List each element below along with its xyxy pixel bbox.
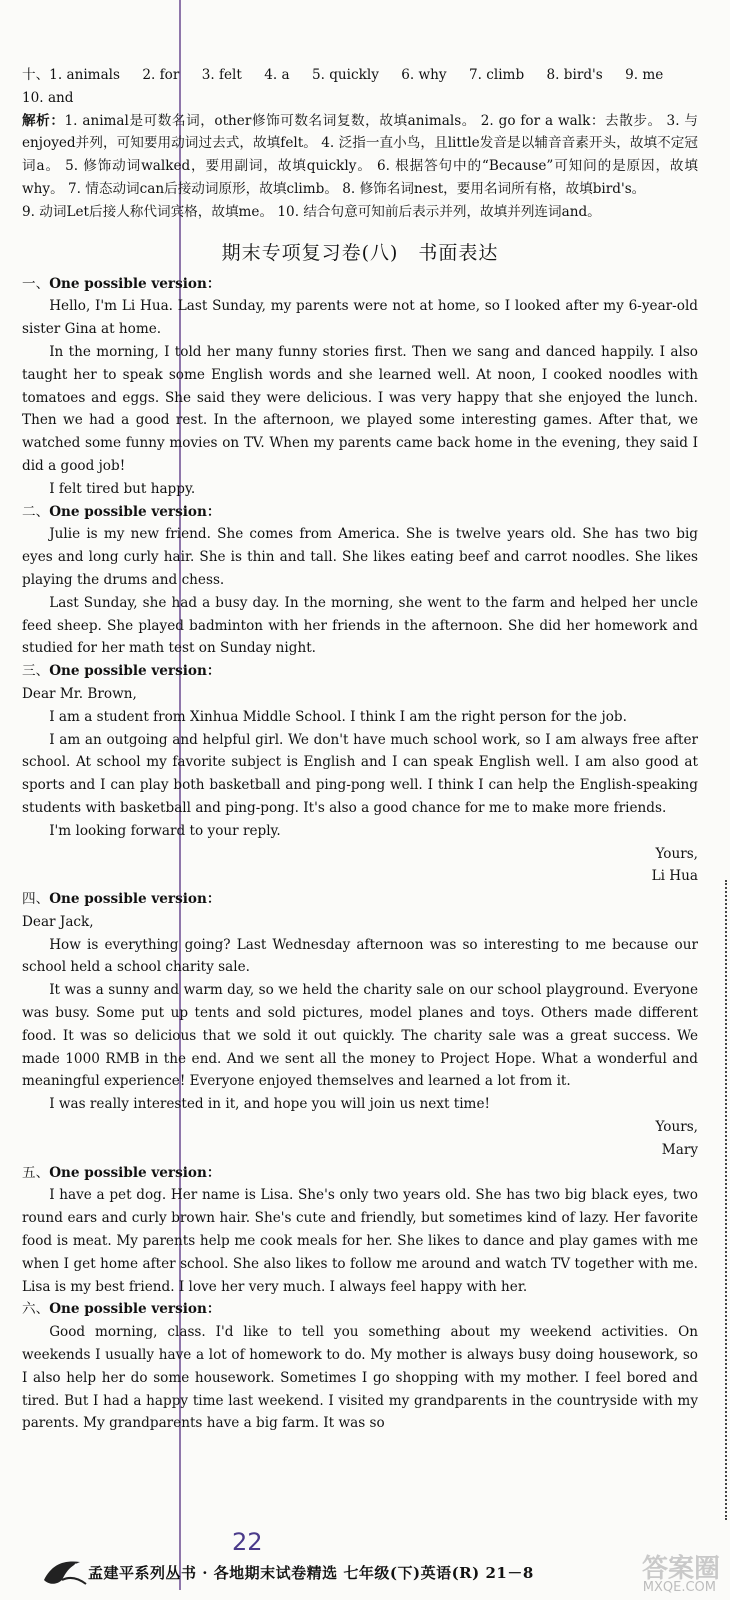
section-5-para: I have a pet dog. Her name is Lisa. She's only two years old. She has two big black eyes, two round ears and curly brown hair. She's cute and friendly, but sometimes kind of lazy. Her favorite food is meat. My parents help me cook meals for her. She likes to dance and play games with me when I get home after school. She also likes to follow me around and watch TV together with me. Lisa is my best friend. I love her very much. I always feel happy with her. — [22, 1187, 698, 1295]
analysis-text: 1. animal是可数名词，other修饰可数名词复数，故填animals。 2. go for a walk：去散步。 3. 与enjoyed并列，可知要用动词过去式，故填felt。 4. 泛指一直小鸟，且little发音是以辅音音素开头，故填不定冠词a。 5. 修饰动词walked，要用副词，故填quickly。 6. 根据答句中的“Because”可知问的是原因，故填why。 7. 情态动词can后接动词原形，故填climb。 8. 修饰名词nest，要用名词所有格，故填bird's。 — [22, 112, 699, 197]
section-6-para: Good morning, class. I'd like to tell you something about my weekend activities. On weekends I usually have a lot of homework to do. My mother is always busy doing housework, so I also help her do some housework. Sometimes I go shopping with my mother. I feel bored and tired. But I had a happy time last weekend. I visited my grandparents in the countryside with my parents. My grandparents have a big farm. It was so — [22, 1324, 698, 1432]
title-sub: 书面表达 — [418, 241, 499, 264]
page-edge-dots — [723, 880, 727, 1520]
section-heading-3: 三、One possible version： — [22, 663, 221, 680]
section-3-greeting: Dear Mr. Brown, — [22, 685, 137, 702]
answer-8: 8. bird's — [546, 67, 603, 83]
section-1-para: I felt tired but happy. — [49, 480, 196, 497]
answer-page — [22, 64, 698, 1435]
section-heading-5: 五、One possible version： — [22, 1164, 221, 1181]
answer-3: 3. felt — [201, 67, 242, 83]
answer-6: 6. why — [401, 67, 447, 83]
section-4-para: I was really interested in it, and hope you will join us next time! — [49, 1096, 490, 1113]
analysis-label: 解析： — [22, 112, 65, 129]
analysis-paragraph — [22, 110, 698, 201]
section-heading-1: 一、One possible version： — [22, 275, 221, 292]
section-4-para: How is everything going? Last Wednesday afternoon was so interesting to me because our school held a school charity sale. — [22, 936, 698, 976]
section-4-signature: Mary — [661, 1141, 698, 1158]
section-2-para: Last Sunday, she had a busy day. In the morning, she went to the farm and helped her uncle feed sheep. She played badminton with her friends in the afternoon. She did her homework and studied for her math test on Sunday night. — [22, 594, 698, 657]
section-heading-4: 四、One possible version： — [22, 891, 221, 908]
section-heading-2: 二、One possible version： — [22, 503, 221, 520]
section-3-para: I'm looking forward to your reply. — [49, 822, 281, 839]
section-1-para: Hello, I'm Li Hua. Last Sunday, my parents were not at home, so I looked after my 6-year-old sister Gina at home. — [22, 298, 698, 338]
answer-2: 2. for — [142, 67, 180, 83]
section-2-para: Julie is my new friend. She comes from America. She is twelve years old. She has two big eyes and long curly hair. She is thin and tall. She likes eating beef and carrot noodles. She likes playing the drums and chess. — [22, 526, 698, 588]
title-main: 期末专项复习卷(八) — [221, 241, 399, 264]
answer-5: 5. quickly — [311, 67, 379, 83]
section-4-greeting: Dear Jack, — [22, 913, 94, 930]
section-4-para: It was a sunny and warm day, so we held the charity sale on our school playground. Everyone was busy. Some put up tents and sold pictures, model planes and toys. Others made different food. It was so delicious that we sold it out quickly. The charity sale was a great success. We made 1000 RMB in the end. And we sent all the money to Project Hope. What a wonderful and meaningful experience! Everyone enjoyed themselves and learned a lot from it. — [22, 982, 698, 1090]
page-footer — [0, 1546, 730, 1600]
analysis-paragraph-2: 9. 动词Let后接人称代词宾格，故填me。 10. 结合句意可知前后表示并列，故填并列连词and。 — [22, 203, 601, 220]
section-3-para: I am a student from Xinhua Middle School. I think I am the right person for the job. — [49, 708, 627, 725]
page-title — [22, 238, 698, 265]
handwritten-page-mark: 22 — [232, 1528, 263, 1556]
section-3-closing: Yours, — [655, 845, 698, 862]
section-1-para: In the morning, I told her many funny stories first. Then we sang and danced happily. I also taught her to speak some English words and she learned well. At noon, I cooked noodles with tomatoes and eggs. She said they were delicious. I was very happy that she enjoyed the lunch. Then we had a good rest. In the afternoon, we played some interesting games. After that, we watched some funny movies on TV. When my parents came back home in the evening, they said I did a good job! — [22, 343, 698, 474]
bird-logo-icon — [40, 1554, 90, 1590]
answer-1: 十、1. animals — [22, 67, 121, 83]
watermark: 答案圈 — [641, 1554, 720, 1584]
answer-key-line — [22, 64, 698, 110]
footer-text: 孟建平系列丛书 · 各地期末试卷精选 七年级(下)英语(R) 21－8 — [88, 1564, 534, 1582]
watermark-url: MXQE.COM — [642, 1580, 716, 1595]
answer-10: 10. and — [22, 89, 74, 106]
answer-9: 9. me — [625, 67, 664, 83]
section-3-signature: Li Hua — [651, 868, 698, 885]
section-heading-6: 六、One possible version： — [22, 1301, 221, 1318]
section-3-para: I am an outgoing and helpful girl. We don't have much school work, so I am always free after school. At school my favorite subject is English and I can speak English well. I am also good at sports and I can play both basketball and ping-pong well. I think I can help the English-speaking students with basketball and ping-pong. It's also a good chance for me to make more friends. — [22, 731, 698, 816]
answer-4: 4. a — [264, 67, 290, 83]
section-4-closing: Yours, — [655, 1119, 698, 1136]
answer-7: 7. climb — [468, 67, 525, 83]
